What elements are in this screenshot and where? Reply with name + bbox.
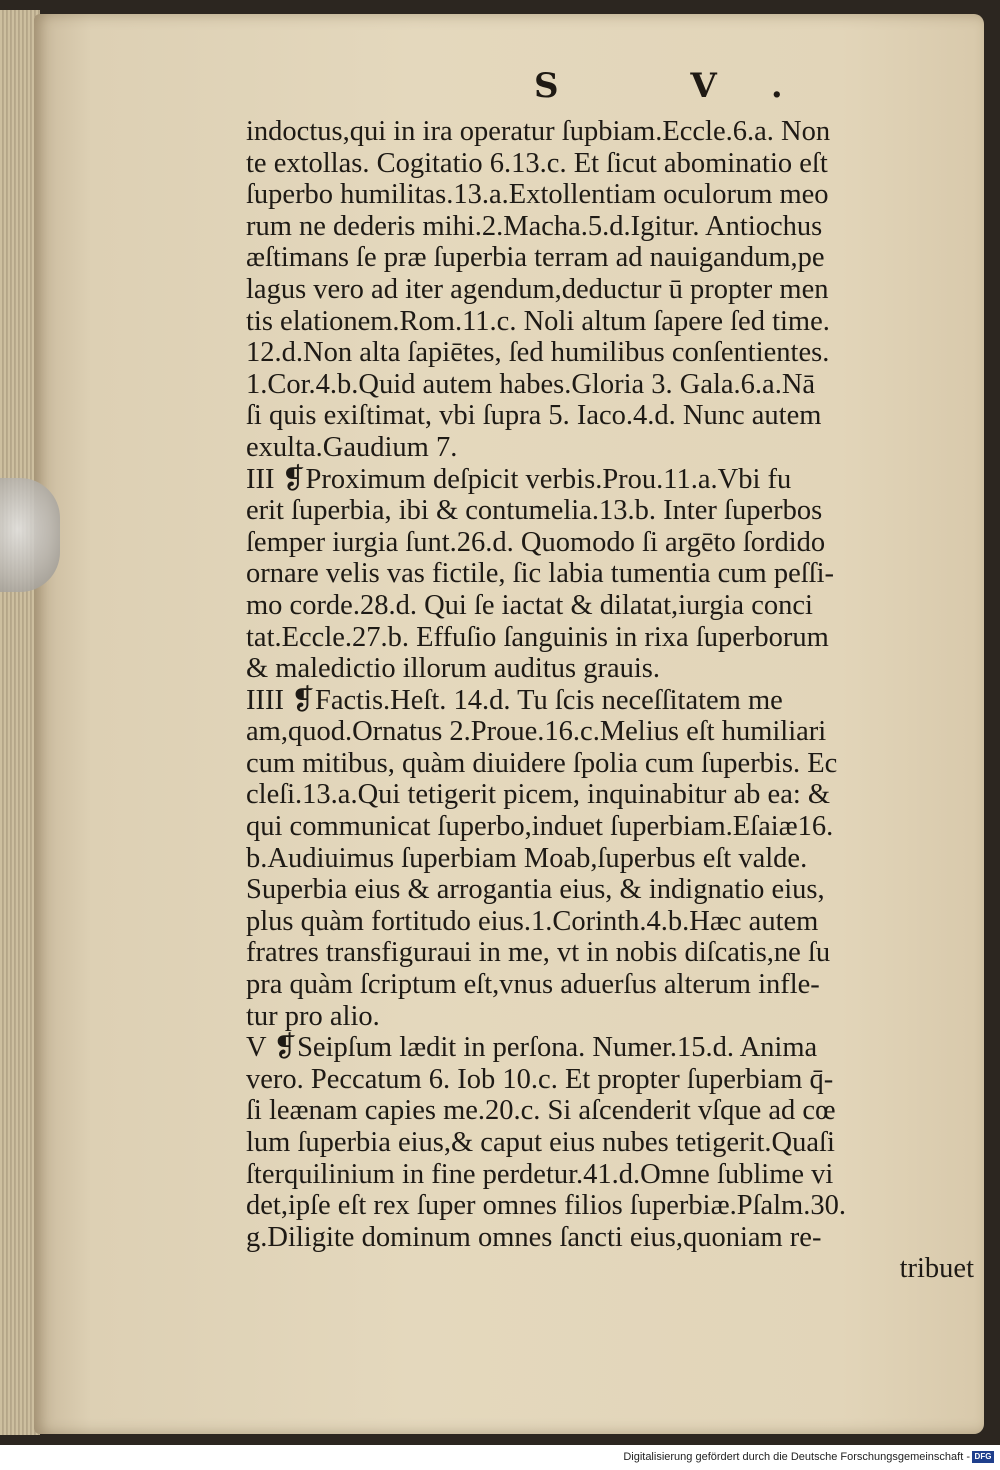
text-line: ſterquilinium in fine perdetur.41.d.Omne ſublime vi (246, 1158, 834, 1190)
section-line-v: V ❡Seipſum lædit in perſona. Numer.15.d. Anima (246, 1032, 818, 1064)
text-line: 1.Cor.4.b.Quid autem habes.Gloria 3. Gala.6.a.Nā (246, 368, 816, 400)
text-line: plus quàm fortitudo eius.1.Corinth.4.b.Hæc autem (246, 905, 819, 937)
text-line: ſi leænam capies me.20.c. Si aſcenderit vſque ad cœ (246, 1095, 836, 1127)
text-line: mo corde.28.d. Qui ſe iactat & dilatat,iurgia conci (246, 589, 813, 621)
text-line: cleſi.13.a.Qui tetigerit picem, inquinabitur ab ea: & (246, 779, 831, 811)
text-line: det,ipſe eſt rex ſuper omnes filios ſuperbiæ.Pſalm.30. (246, 1190, 846, 1222)
text-line: ornare velis vas fictile, ſic labia tumentia cum peſſi- (246, 558, 834, 590)
text-line: indoctus,qui in ira operatur ſupbiam.Eccle.6.a. Non (246, 116, 831, 147)
section-line-iiii: IIII ❡Factis.Heſt. 14.d. Tu ſcis neceſſitatem me (246, 684, 783, 716)
text-line: g.Diligite dominum omnes ſancti eius,quoniam re- (246, 1221, 822, 1253)
digitization-footer (0, 1445, 1000, 1470)
text-line: lagus vero ad iter agendum,deductur ū propter men (246, 273, 829, 305)
text-line: rum ne dederis mihi.2.Macha.5.d.Igitur. Antiochus (246, 210, 823, 242)
text-line: tur pro alio. (246, 1000, 380, 1032)
catchword: tribuet (899, 1253, 974, 1285)
text-line: æſtimans ſe præ ſuperbia terram ad nauigandum,pe (246, 242, 825, 274)
text-line: pra quàm ſcriptum eſt,vnus aduerſus alterum infle- (246, 969, 820, 1001)
text-line: ſi quis exiſtimat, vbi ſupra 5. Iaco.4.d. Nunc autem (246, 400, 822, 432)
text-line: qui communicat ſuperbo,induet ſuperbiam.Eſaiæ16. (246, 811, 834, 843)
text-line: lum ſuperbia eius,& caput eius nubes tetigerit.Quaſi (246, 1127, 835, 1158)
text-line: am,quod.Ornatus 2.Proue.16.c.Melius eſt humiliari (246, 716, 827, 748)
footer-credit: Digitalisierung gefördert durch die Deutsche Forschungsgemeinschaft - (623, 1451, 970, 1463)
text-line: 12.d.Non alta ſapiētes, ſed humilibus conſentientes. (246, 337, 830, 369)
text-line: vero. Peccatum 6. Iob 10.c. Et propter ſuperbiam q̄- (246, 1063, 834, 1095)
text-line: b.Audiuimus ſuperbiam Moab,ſuperbus eſt valde. (246, 842, 808, 874)
text-line: te extollas. Cogitatio 6.13.c. Et ſicut abominatio eſt (246, 147, 828, 179)
text-line: ſemper iurgia ſunt.26.d. Quomodo ſi argēto ſordido (246, 526, 826, 558)
book-clasp (0, 478, 60, 592)
dfg-logo-icon: DFG (972, 1451, 994, 1463)
text-line: Superbia eius & arrogantia eius, & indignatio eius, (246, 874, 825, 906)
text-line: tat.Eccle.27.b. Effuſio ſanguinis in rixa ſuperborum (246, 621, 829, 653)
text-line: tis elationem.Rom.11.c. Noli altum ſapere ſed time. (246, 305, 830, 337)
section-line-iii: III ❡Proximum deſpicit verbis.Prou.11.a.Vbi fu (246, 463, 792, 495)
text-line: exulta.Gaudium 7. (246, 431, 458, 463)
body-text (246, 116, 976, 1285)
text-line: & maledictio illorum auditus grauis. (246, 653, 660, 685)
text-line: ſuperbo humilitas.13.a.Extollentiam oculorum meo (246, 179, 829, 211)
text-line: cum mitibus, quàm diuidere ſpolia cum ſuperbis. Ec (246, 747, 838, 779)
text-line: erit ſuperbia, ibi & contumelia.13.b. Inter ſuperbos (246, 495, 823, 527)
book-page (34, 14, 984, 1434)
text-line: fratres transfiguraui in me, vt in nobis diſcatis,ne ſu (246, 937, 831, 969)
running-head: S V. (534, 66, 843, 106)
